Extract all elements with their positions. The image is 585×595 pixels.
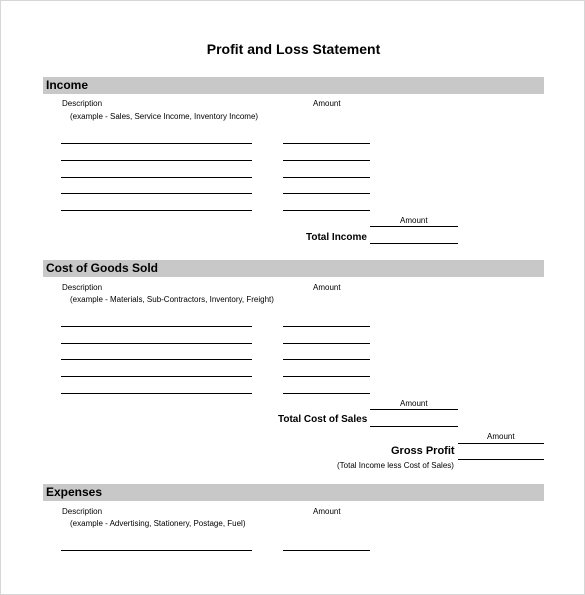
expenses-description-label: Description [62,507,103,516]
income-total-amount-label: Amount [400,216,428,225]
gross-profit-amount-label: Amount [487,432,515,441]
expenses-header-label: Expenses [46,485,103,499]
total-income-field[interactable] [370,243,458,244]
income-amount-line[interactable] [283,160,370,161]
cogs-amount-line[interactable] [283,359,370,360]
income-amount-line[interactable] [283,210,370,211]
cogs-total-amount-label: Amount [400,399,428,408]
income-description-line[interactable] [61,143,252,144]
income-amount-line[interactable] [283,177,370,178]
cogs-total-amount-top-line [370,409,458,410]
expenses-section-header [43,484,544,501]
income-total-amount-top-line [370,226,458,227]
expenses-amount-label: Amount [313,507,341,516]
cogs-amount-line[interactable] [283,376,370,377]
gross-profit-amount-top-line [458,443,544,444]
income-section-header [43,77,544,94]
total-cost-of-sales-field[interactable] [370,426,458,427]
income-description-line[interactable] [61,177,252,178]
cogs-description-line[interactable] [61,359,252,360]
income-amount-line[interactable] [283,143,370,144]
cogs-example-text: (example - Materials, Sub-Contractors, Inventory, Freight) [70,295,274,304]
cogs-section-header [43,260,544,277]
cogs-amount-line[interactable] [283,393,370,394]
income-description-line[interactable] [61,210,252,211]
cogs-amount-line[interactable] [283,343,370,344]
cogs-amount-label: Amount [313,283,341,292]
cogs-description-line[interactable] [61,393,252,394]
cogs-description-line[interactable] [61,376,252,377]
cogs-description-line[interactable] [61,326,252,327]
cogs-description-label: Description [62,283,103,292]
cogs-header-label: Cost of Goods Sold [46,261,158,275]
expenses-description-line[interactable] [61,550,252,551]
total-income-label: Total Income [306,232,367,243]
gross-profit-note: (Total Income less Cost of Sales) [337,461,454,470]
gross-profit-label: Gross Profit [391,445,455,457]
income-description-line[interactable] [61,160,252,161]
income-amount-label: Amount [313,99,341,108]
income-description-line[interactable] [61,193,252,194]
income-header-label: Income [46,78,89,92]
cogs-amount-line[interactable] [283,326,370,327]
expenses-amount-line[interactable] [283,550,370,551]
expenses-example-text: (example - Advertising, Stationery, Postage, Fuel) [70,519,246,528]
income-description-label: Description [62,99,103,108]
gross-profit-field[interactable] [458,459,544,460]
total-cost-of-sales-label: Total Cost of Sales [278,414,368,425]
page-title: Profit and Loss Statement [206,41,381,57]
cogs-description-line[interactable] [61,343,252,344]
income-example-text: (example - Sales, Service Income, Inventory Income) [70,112,259,121]
income-amount-line[interactable] [283,193,370,194]
